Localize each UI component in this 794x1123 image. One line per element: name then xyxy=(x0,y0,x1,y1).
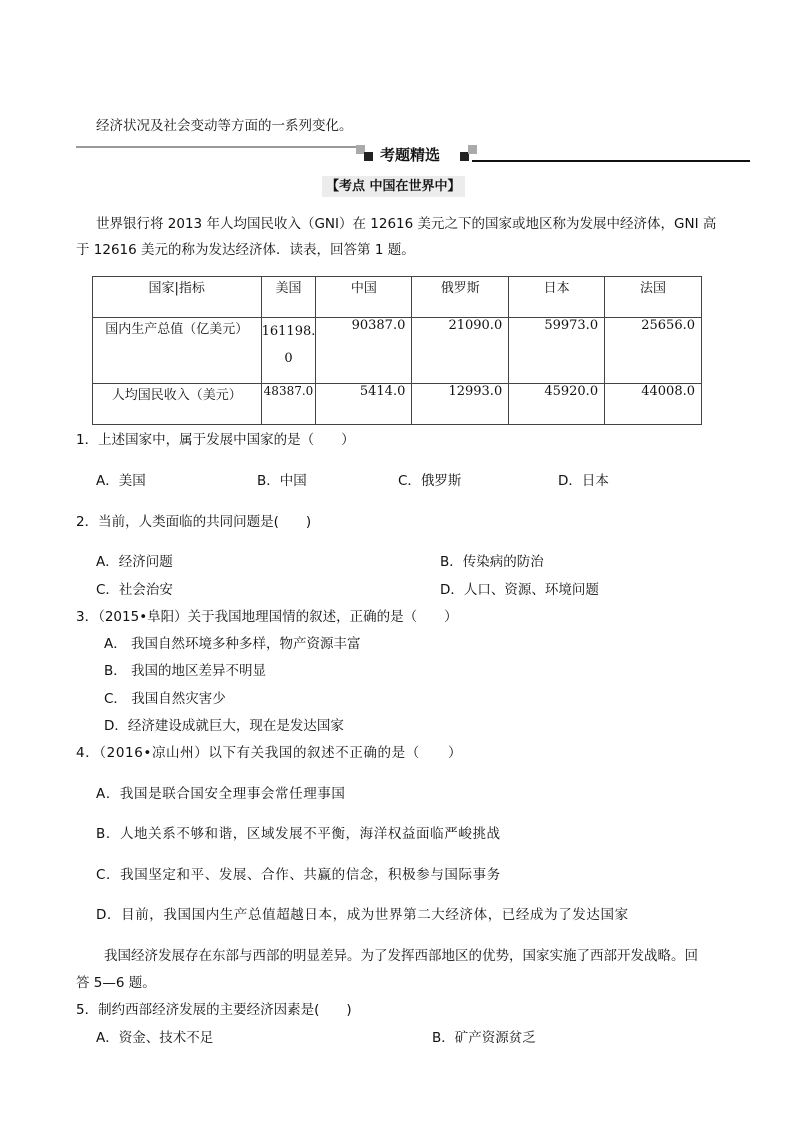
table-cell: 44008.0 xyxy=(605,384,702,425)
table-header-cell: 国家|指标 xyxy=(93,277,262,318)
question-4-stem: 4．（2016•凉山州）以下有关我国的叙述不正确的是（ ） xyxy=(76,745,463,761)
square-icon xyxy=(364,152,373,161)
passage-2-line-1: 我国经济发展存在东部与西部的明显差异。为了发挥西部地区的优势，国家实施了西部开发战略。回 xyxy=(104,948,698,964)
table-row-gdp xyxy=(93,318,702,384)
question-2-option: A．经济问题 xyxy=(96,554,173,570)
question-1-stem: 1．上述国家中，属于发展中国家的是（ ） xyxy=(76,432,355,448)
question-1-option: D．日本 xyxy=(558,473,609,489)
table-cell: 48387.0 xyxy=(261,384,316,425)
section-rule-left xyxy=(76,146,358,148)
question-4-option: C．我国坚定和平、发展、合作、共赢的信念，积极参与国际事务 xyxy=(96,867,501,883)
table-cell: 5414.0 xyxy=(316,384,412,425)
question-3-stem: 3．（2015•阜阳）关于我国地理国情的叙述，正确的是（ ） xyxy=(76,609,458,625)
table-header-cell: 俄罗斯 xyxy=(412,277,509,318)
question-5-option: B．矿产资源贫乏 xyxy=(432,1030,536,1046)
question-2-stem: 2．当前，人类面临的共同问题是( ) xyxy=(76,514,312,530)
table-header-cell: 法国 xyxy=(605,277,702,318)
section-title: 考题精选 xyxy=(380,146,441,164)
passage-1-line-1: 世界银行将 2013 年人均国民收入（GNI）在 12616 美元之下的国家或地区称为发展中经济体，GNI 高 xyxy=(96,216,717,232)
question-1-option: A．美国 xyxy=(96,473,146,489)
question-2-option: C．社会治安 xyxy=(96,582,173,598)
question-2-option: D．人口、资源、环境问题 xyxy=(440,582,599,598)
table-header-row xyxy=(93,277,702,318)
question-4-option: B．人地关系不够和谐，区域发展不平衡，海洋权益面临严峻挑战 xyxy=(96,826,501,842)
table-cell: 12993.0 xyxy=(412,384,509,425)
table-row-label: 人均国民收入（美元） xyxy=(93,384,262,425)
question-1-option: B．中国 xyxy=(257,473,307,489)
square-icon xyxy=(468,145,477,154)
table-cell: 59973.0 xyxy=(509,318,605,384)
section-rule-right xyxy=(472,160,750,162)
topic-tag: 【考点 中国在世界中】 xyxy=(322,176,465,197)
table-cell: 21090.0 xyxy=(412,318,509,384)
table-cell xyxy=(261,318,316,384)
question-4-option: D．目前，我国国内生产总值超越日本，成为世界第二大经济体，已经成为了发达国家 xyxy=(96,907,629,923)
table-cell: 45920.0 xyxy=(509,384,605,425)
intro-tail-text: 经济状况及社会变动等方面的一系列变化。 xyxy=(96,118,353,134)
question-1-option: C．俄罗斯 xyxy=(398,473,462,489)
table-row-label: 国内生产总值（亿美元） xyxy=(93,318,262,384)
question-4-option: A．我国是联合国安全理事会常任理事国 xyxy=(96,786,346,802)
question-3-option: A． 我国自然环境多种多样，物产资源丰富 xyxy=(104,636,361,652)
question-5-option: A．资金、技术不足 xyxy=(96,1030,214,1046)
table-cell: 25656.0 xyxy=(605,318,702,384)
table-cell-line: 0 xyxy=(284,351,293,366)
question-5-stem: 5．制约西部经济发展的主要经济因素是( ) xyxy=(76,1002,352,1018)
question-3-option: C． 我国自然灾害少 xyxy=(104,691,226,707)
passage-2-line-2: 答 5—6 题。 xyxy=(76,975,156,991)
question-3-option: B． 我国的地区差异不明显 xyxy=(104,663,267,679)
passage-1-line-2: 于 12616 美元的称为发达经济体．读表，回答第 1 题。 xyxy=(76,242,415,258)
table-header-cell: 日本 xyxy=(509,277,605,318)
table-header-cell: 美国 xyxy=(261,277,316,318)
table-cell: 90387.0 xyxy=(316,318,412,384)
question-3-option: D．经济建设成就巨大，现在是发达国家 xyxy=(104,718,344,734)
gdp-table xyxy=(92,276,702,425)
question-2-option: B．传染病的防治 xyxy=(440,554,544,570)
table-row-gni xyxy=(93,384,702,425)
table-header-cell: 中国 xyxy=(316,277,412,318)
table-cell-line: 161198. xyxy=(261,324,316,339)
